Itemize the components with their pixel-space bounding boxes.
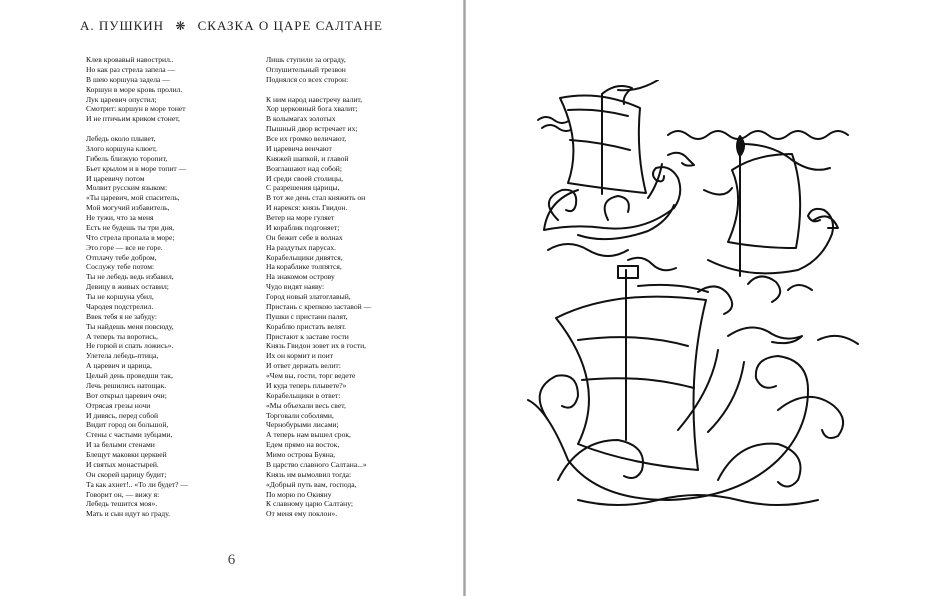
left-verse-line: Отрясая грезы ночи [86, 400, 151, 410]
right-verse-line: Пристань с крепкою заставой — [266, 301, 372, 311]
right-verse-line: И куда теперь плывете?» [266, 380, 347, 390]
left-verse-line: Смотрит: коршун в море тонет [86, 104, 186, 114]
left-verse-line: Отплачу тебе добром, [86, 252, 157, 262]
right-verse-line: Чудо видят наяву: [266, 282, 325, 292]
left-verse-line: И святых монастырей. [86, 459, 159, 469]
right-verse-line: Поднялся со всех сторон: [266, 74, 349, 84]
left-verse-line: Молвит русским языком: [86, 183, 168, 193]
right-verse-line: Пристают к заставе гости [266, 331, 349, 341]
left-verse-line: Мать и сын идут ко граду. [86, 509, 171, 519]
left-verse-line: Целый день проведши так, [86, 371, 173, 380]
left-verse-line: Бьет крылом и в море топит — [86, 163, 187, 173]
right-verse-line: В царство славного Салтана...» [266, 459, 367, 469]
right-verse-line: А теперь нам вышел срок, [266, 430, 351, 440]
right-verse-line: Корабельщики дивятся, [266, 252, 343, 262]
poem-column-left [86, 55, 188, 519]
right-verse-line: На знакомом острову [266, 272, 335, 282]
left-verse-line: Но как раз стрела запела — [86, 64, 176, 74]
right-verse-line: «Чем вы, гости, торг ведете [266, 371, 356, 380]
left-verse-line: И не птичьим криком стонет, [86, 114, 180, 124]
right-verse-line: К ним народ навстречу валит, [266, 94, 363, 104]
left-verse-line: Видит город он большой, [86, 420, 169, 430]
left-verse-line: Ввек тебя я не забуду: [86, 311, 157, 321]
left-verse-line: Есть не будешь ты три дня, [86, 222, 175, 232]
right-verse-line: К славному царю Салтану; [266, 499, 354, 509]
left-verse-line: Улетела лебедь-птица, [86, 351, 159, 361]
left-verse-line: Та как ахнет!.. «То ли будет? — [86, 479, 189, 489]
left-verse-line: Сослужу тебе потом: [86, 262, 155, 272]
left-verse-line: А царевич и царица, [86, 361, 152, 371]
right-verse-line: На кораблике толпятся, [266, 262, 342, 272]
right-verse-line: В тот же день стал княжить он [266, 193, 366, 203]
right-verse-line: Ветер на море гуляет [266, 213, 335, 222]
right-verse-line: Возглашают над собой; [266, 163, 342, 173]
right-verse-line: По морю по Окияну [266, 489, 332, 499]
left-verse-line: Лебедь тешится моя». [86, 499, 158, 509]
left-verse-line: Клев кровавый навострил.. [86, 55, 174, 64]
right-verse-line: Он бежит себе в волнах [266, 232, 343, 242]
right-verse-line: В колымагах золотых [266, 114, 336, 124]
running-head-title: СКАЗКА О ЦАРЕ САЛТАНЕ [197, 18, 383, 33]
page-number: 6 [227, 552, 236, 568]
left-verse-line: А теперь ты воротись, [86, 331, 158, 341]
right-verse-line: Хор церковный бога хвалит; [266, 104, 358, 114]
right-verse-line: Князь Гвидон зовет их в гости, [266, 341, 367, 351]
left-verse-line: Ты не коршуна убил, [86, 292, 154, 301]
right-verse-line: Корабельщики в ответ: [266, 390, 341, 400]
right-verse-line: На раздутых парусах. [266, 242, 337, 252]
stanza-break [266, 85, 371, 95]
poem-column-right [266, 55, 371, 519]
left-verse-line: Лебедь около плывет, [86, 134, 156, 143]
left-verse-line: Говорит он, — вижу я: [86, 489, 160, 499]
right-verse-line: Оглушительный трезвон [266, 64, 346, 74]
right-verse-line: Город новый златоглавый, [266, 292, 351, 301]
right-verse-line: Лишь ступили за ограду, [266, 55, 346, 64]
right-verse-line: Княжей шапкой, и главой [266, 153, 349, 163]
left-verse-line: И дивясь, перед собой [86, 410, 159, 420]
left-verse-line: Злого коршуна клюет, [86, 143, 157, 153]
left-verse-line: Не тужи, что за меня [86, 213, 154, 222]
left-verse-line: Мой могучий избавитель, [86, 203, 170, 213]
right-verse-line: «Мы объехали весь свет, [266, 400, 346, 410]
right-verse-line: Торговали соболями, [266, 410, 334, 420]
right-verse-line: И нарекся: князь Гвидон. [266, 203, 348, 213]
left-verse-line: Вот открыл царевич очи; [86, 390, 167, 400]
running-head-author: А. ПУШКИН [80, 18, 165, 33]
right-verse-line: Их он кормит и поит [266, 351, 334, 361]
right-verse-line: Все их громко величают, [266, 134, 347, 143]
left-verse-line: Блещут маковки церквей [86, 450, 167, 459]
ships-illustration [518, 80, 874, 520]
left-verse-line: Стены с частыми зубцами, [86, 430, 173, 440]
left-verse-line: Гибель близкую торопит, [86, 153, 168, 163]
right-verse-line: И кораблик подгоняет; [266, 222, 340, 232]
left-verse-line: Лук царевич опустил; [86, 94, 157, 104]
left-verse-line: И за белыми стенами [86, 440, 155, 450]
left-verse-line: Не горюй и спать ложись». [86, 341, 174, 351]
left-verse-line: «Ты царевич, мой спаситель, [86, 193, 180, 203]
running-head [0, 18, 463, 34]
left-verse-line: В шею коршуна задела — [86, 74, 170, 84]
right-verse-line: И царевича венчают [266, 143, 332, 153]
left-verse-line: Лечь решились натощак. [86, 380, 167, 390]
left-verse-line: Он скорей царицу будит; [86, 469, 167, 479]
right-verse-line: И ответ держать велит: [266, 361, 341, 371]
right-verse-line: От меня ему поклон». [266, 509, 338, 519]
left-verse-line: Ты не лебедь ведь избавил, [86, 272, 174, 282]
right-verse-line: С разрешения царицы, [266, 183, 340, 193]
right-verse-line: Пышный двор встречает их; [266, 124, 358, 134]
right-verse-line: И среди своей столицы, [266, 173, 343, 183]
right-verse-line: Кораблю пристать велят. [266, 321, 347, 331]
left-page [0, 0, 463, 596]
left-verse-line: Что стрела пропала в море; [86, 232, 175, 242]
right-verse-line: Мимо острова Буяна, [266, 450, 336, 459]
left-verse-line: Это горе — все не горе. [86, 242, 163, 252]
left-verse-line: Чародея подстрелил. [86, 301, 154, 311]
right-verse-line: Едем прямо на восток, [266, 440, 340, 450]
left-verse-line: Коршун в море кровь пролил. [86, 84, 183, 94]
ornament-icon: ❋ [175, 19, 187, 33]
right-verse-line: Чернобурыми лисами; [266, 420, 339, 430]
left-verse-line: Девицу в живых оставил; [86, 282, 169, 292]
stanza-break [86, 124, 188, 134]
right-verse-line: Князь им вымолвил тогда: [266, 469, 352, 479]
right-verse-line: «Добрый путь вам, господа, [266, 479, 357, 489]
left-verse-line: И царевичу потом [86, 173, 145, 183]
right-verse-line: Пушки с пристани палят, [266, 311, 348, 321]
left-verse-line: Ты найдешь меня повсюду, [86, 321, 174, 331]
